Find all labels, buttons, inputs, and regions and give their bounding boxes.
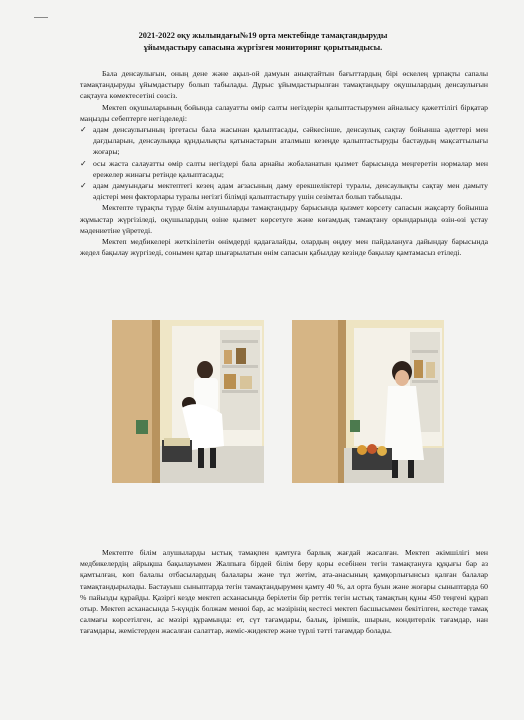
checkmark-icon: ✓ — [80, 181, 87, 191]
list-item: ✓ осы жаста салауатты өмір салты негіздері бала арнайы жобаланатын қызмет барысында меңгеретін нормалар мен ережелер жинағы ретінде қалыптасады; — [80, 158, 488, 179]
reasons-list — [80, 124, 488, 202]
photo-left-nurse-inspecting-storage — [112, 320, 264, 483]
title-line-2: ұйымдастыру сапасына жүргізген мониторинг қорытындысы. — [143, 43, 383, 52]
checkmark-icon: ✓ — [80, 158, 87, 168]
list-item: ✓ адам денсаулығының іргетасы бала жасынан қалыптасады, сәйкесінше, денсаулық сақтау бойынша әдеттері мен дағдыларын, денсаулыққа құндылықты қатынастарын аталмыш кезеңде қалыптастыруды бастаудың мақсаттылығы жоғары; — [80, 125, 488, 157]
footer-section — [80, 547, 488, 637]
scan-mark — [34, 17, 48, 18]
checkmark-icon: ✓ — [80, 125, 87, 135]
title-line-1: 2021-2022 оқу жылындағы№19 орта мектебінде тамақтандыруды — [138, 31, 388, 40]
document-title — [70, 30, 456, 54]
footer-paragraph: Мектепте білім алушыларды ыстық тамақпен қамтуға барлық жағдай жасалған. Мектеп әкімшілігі мен медбикелердің айрықша бақылауымен Жалпыға бірдей білім беру қоры есебінен тегін тамақтануға құқығы бар аз қамтылған, көп балалы отбасылардың балалары және тұл жетім, ата-анасының қамқорлығынсыз қалған балалар тамақтандырылады. Бастауыш сыныптарда тегін тамақтандырумен қамту 40 %, ал орта буын және жоғары сыныптарда 60 % пайызды құрайды. Қазіргі кезде мектеп асханасында берілетін бір реттік тегін ыстық тамақтың құны 450 теңгені құрап отыр. Мектеп асханасында 5-күндік болжам менюі бар, ас мәзірінің кестесі мектеп басшысымен бекітілген, кестеде тамақ салмағы көрсетілген, ас мәзірі құрамында: ет, сүт тағамдары, балық, ірімшік, шырын, кондитерлік тағамдар, нан тағамдары, жемістерден жасалған салаттар, жеміс-жидектер және түрлі тәтті тағамдар болады. — [80, 548, 488, 636]
intro-paragraph-2: Мектеп оқушыларының бойында салауатты өмір салты негіздерін қалыптастырумен айналысу қажеттілігі бірқатар маңызды себептерге негізделеді: — [80, 102, 488, 123]
intro-section — [80, 68, 488, 258]
photo-right-nurse-weighing-produce — [292, 320, 444, 483]
middle-paragraph-1: Мектепте тұрақты түрде білім алушыларды тамақтандыру барысында қызмет көрсету сапасын жақсарту бойынша жұмыстар жүргізіледі, оқушылардың өзіне қызмет көрсетуге және көғамдық тамақтану орындарында өзін-өзі ұстау мәдениетіне үйретеді. — [80, 203, 488, 235]
list-item: ✓ адам дамуындағы мектептегі кезең адам ағзасының даму ерекшеліктері туралы, денсаулықты сақтау мен дамыту әдістері мен факторлары туралы негізгі білімді қалыптастыру үшін сезімтал болып табылады. — [80, 181, 488, 202]
middle-paragraph-2: Мектеп медбикелері жеткізілетін өнімдерді қадағалайды, олардың өңдеу мен пайдалануға дайындау барысында жедел бақылау жүргізеді, сонымен қатар шығарылатын өнім сапасын қабылдау кезінде бақылау қамтамасыз етіледі. — [80, 237, 488, 258]
intro-paragraph-1: Бала денсаулығын, оның дене және ақыл-ой дамуын анықтайтын бағыттардың бірі өскелең ұрпақты сапалы тамақтандыруды ұйымдастыру болып табылады. Дұрыс ұйымдастырылған тамақтандыру оқушылардың денсаулығын сақтауға көмектесетіні сөзсіз. — [80, 69, 488, 101]
